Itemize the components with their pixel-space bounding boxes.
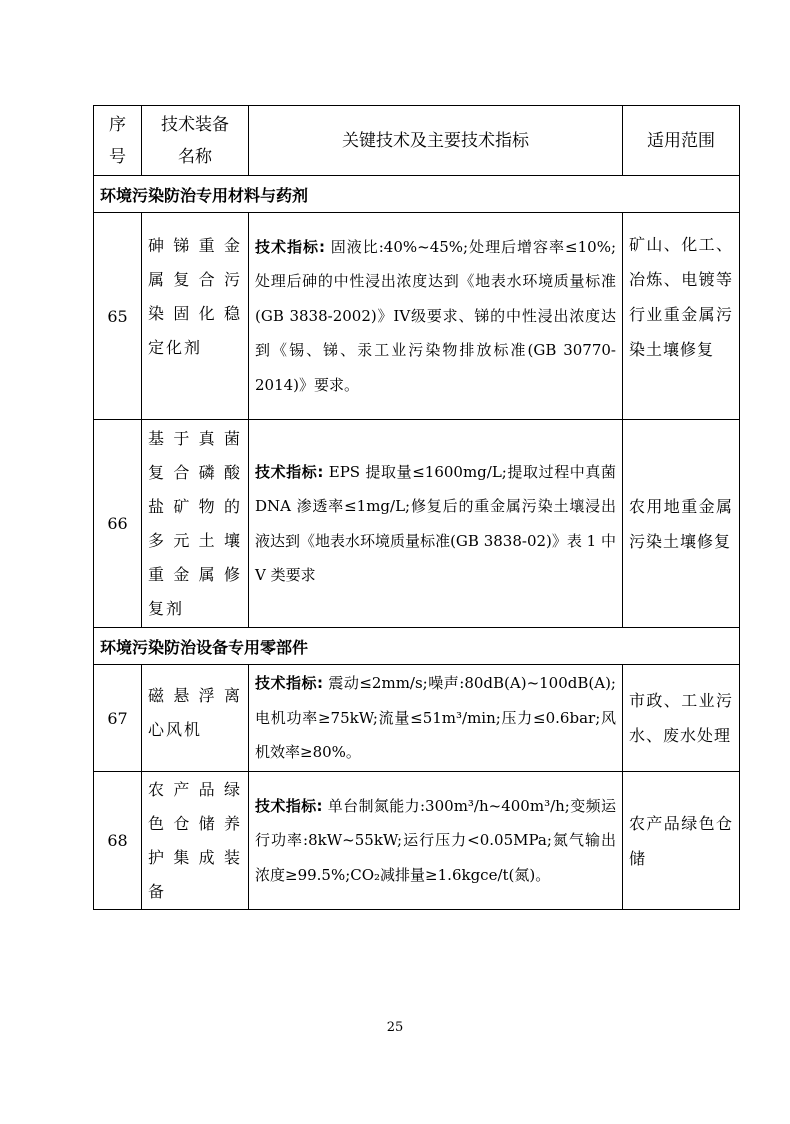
section-row: [94, 176, 740, 213]
spec-label: 技术指标:: [255, 237, 325, 256]
section-title: 环境污染防治设备专用零部件: [94, 628, 740, 665]
application-scope: 农用地重金属污染土壤修复: [623, 420, 740, 628]
application-scope: 农产品绿色仓储: [623, 772, 740, 910]
name-line: 心风机: [148, 720, 203, 739]
name-line: 盐矿物的: [148, 496, 242, 516]
equipment-name: [142, 420, 249, 628]
tech-spec: [249, 665, 623, 772]
name-line: 多元土壤: [148, 530, 242, 550]
equipment-name: [142, 665, 249, 772]
name-line: 定化剂: [148, 338, 203, 357]
name-line: 色仓储养: [148, 813, 242, 833]
name-line: 磁悬浮离: [148, 686, 242, 705]
tech-spec: [249, 213, 623, 420]
equipment-name: [142, 213, 249, 420]
spec-text: EPS 提取量≤1600mg/L;提取过程中真菌 DNA 渗透率≤1mg/L;修复后的重金属污染土壤浸出液达到《地表水环境质量标准(GB 3838-02)》表 1 中 V 类要求: [255, 462, 616, 584]
row-number: 65: [94, 213, 142, 420]
name-line: 属复合污: [148, 270, 242, 289]
section-title: 环境污染防治专用材料与药剂: [94, 176, 740, 213]
spec-label: 技术指标:: [255, 796, 323, 815]
spec-label: 技术指标:: [255, 674, 324, 693]
section-row: [94, 628, 740, 665]
table-row: [94, 420, 740, 628]
spec-text: 震动≤2mm/s;噪声:80dB(A)~100dB(A);电机功率≥75kW;流量≤51m³/min;压力≤0.6bar;风机效率≥80%。: [255, 674, 616, 762]
header-spec: 关键技术及主要技术指标: [249, 106, 623, 176]
row-number: 68: [94, 772, 142, 910]
name-line: 复合磷酸: [148, 462, 242, 482]
tech-spec: [249, 772, 623, 910]
row-number: 66: [94, 420, 142, 628]
application-scope: 矿山、化工、冶炼、电镀等行业重金属污染土壤修复: [623, 213, 740, 420]
name-line: 基于真菌: [148, 428, 242, 448]
equipment-name: [142, 772, 249, 910]
equipment-table: [93, 105, 740, 910]
application-scope: 市政、工业污水、废水处理: [623, 665, 740, 772]
name-line: 备: [148, 881, 167, 901]
page-number: 25: [386, 1020, 404, 1035]
name-line: 农产品绿: [148, 779, 242, 799]
name-line: 砷锑重金: [148, 236, 242, 255]
name-line: 护集成装: [148, 847, 242, 867]
row-number: 67: [94, 665, 142, 772]
header-scope: 适用范围: [623, 106, 740, 176]
header-row: [94, 106, 740, 176]
name-line: 复剂: [148, 598, 185, 618]
header-name: 技术装备名称: [142, 106, 249, 176]
spec-label: 技术指标:: [255, 462, 324, 481]
table-row: [94, 665, 740, 772]
table-row: [94, 213, 740, 420]
table-row: [94, 772, 740, 910]
name-line: 重金属修: [148, 564, 242, 584]
name-line: 染固化稳: [148, 304, 242, 323]
header-seq: 序号: [94, 106, 142, 176]
tech-spec: [249, 420, 623, 628]
spec-text: 固液比:40%~45%;处理后增容率≤10%;处理后砷的中性浸出浓度达到《地表水环境质量标准(GB 3838-2002)》IV级要求、锑的中性浸出浓度达到《锡、锑、汞工业污染物排放标准(GB 30770-2014)》要求。: [255, 237, 616, 394]
spec-text: 单台制氮能力:300m³/h~400m³/h;变频运行功率:8kW~55kW;运行压力<0.05MPa;氮气输出浓度≥99.5%;CO₂减排量≥1.6kgce/t(氮)。: [255, 796, 616, 884]
